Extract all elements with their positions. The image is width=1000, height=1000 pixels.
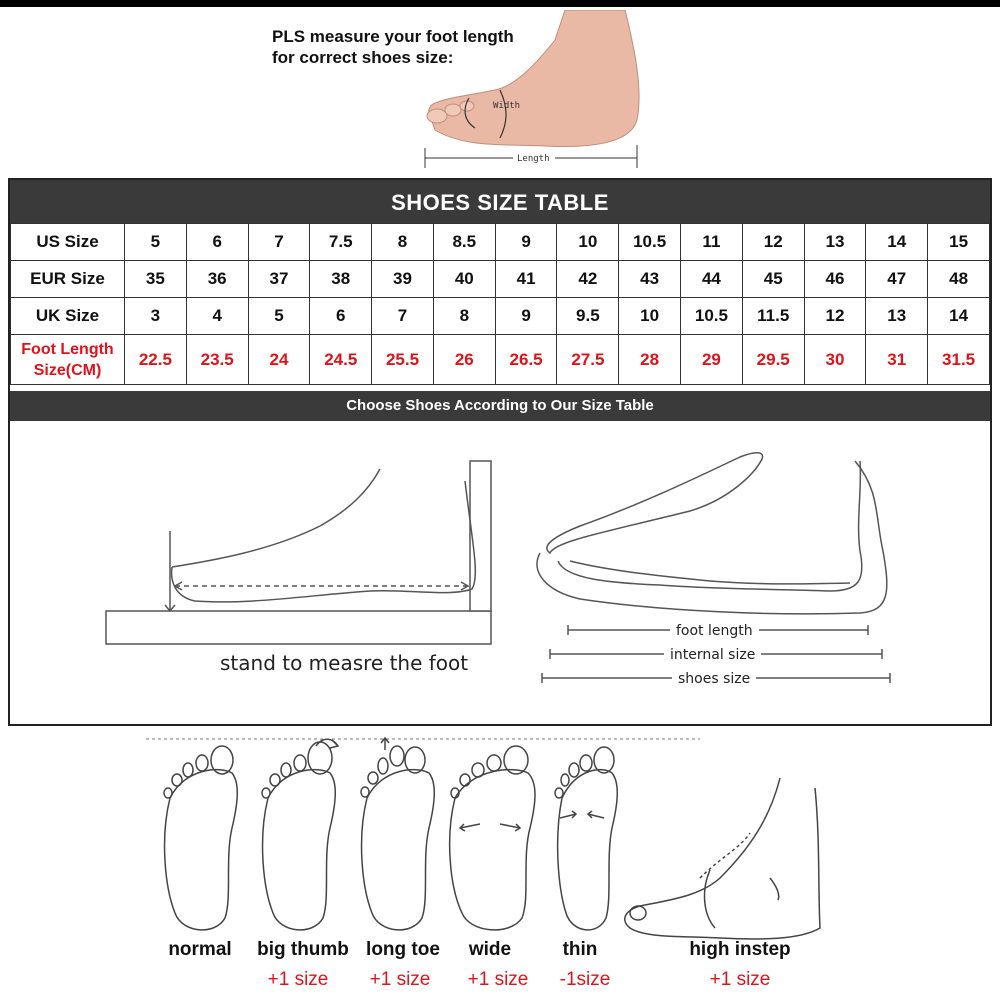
foot-photo-icon [429, 10, 639, 147]
table-cell: 42 [557, 261, 619, 298]
table-cell: 10.5 [619, 224, 681, 261]
us-size-row [11, 224, 990, 261]
table-cell: 28 [619, 335, 681, 385]
foot-length-label: foot length [670, 623, 759, 639]
foot-measure-illustration [405, 10, 650, 175]
width-label: Width [493, 101, 521, 111]
eur-size-header: EUR Size [11, 261, 125, 298]
table-cell: 9 [495, 224, 557, 261]
table-cell: 6 [186, 224, 248, 261]
table-cell: 46 [804, 261, 866, 298]
table-cell: 3 [125, 298, 187, 335]
table-cell: 36 [186, 261, 248, 298]
measurement-diagram [10, 421, 990, 724]
table-cell: 23.5 [186, 335, 248, 385]
stand-to-measure-label: stand to measre the foot [220, 651, 469, 675]
table-cell: 25.5 [372, 335, 434, 385]
normal-foot-icon [164, 746, 237, 930]
size-table-panel [8, 178, 992, 726]
table-cell: 11 [681, 224, 743, 261]
table-cell: 14 [866, 224, 928, 261]
table-cell: 8 [433, 298, 495, 335]
wide-foot-icon [450, 746, 535, 930]
us-size-header: US Size [11, 224, 125, 261]
thin-size: -1size [559, 969, 611, 990]
high-instep-foot-icon [625, 778, 820, 939]
table-cell: 45 [742, 261, 804, 298]
high-instep-size: +1 size [709, 969, 771, 990]
thin-foot-icon [555, 747, 617, 930]
internal-size-label: internal size [664, 647, 761, 663]
size-table-title: SHOES SIZE TABLE [10, 180, 990, 223]
table-cell: 8 [372, 224, 434, 261]
table-cell: 8.5 [433, 224, 495, 261]
table-cell: 44 [681, 261, 743, 298]
table-cell: 10 [557, 224, 619, 261]
choose-shoes-banner: Choose Shoes According to Our Size Table [10, 391, 990, 421]
table-cell: 39 [372, 261, 434, 298]
table-cell: 27.5 [557, 335, 619, 385]
table-cell: 35 [125, 261, 187, 298]
eur-size-row [11, 261, 990, 298]
table-cell: 7.5 [310, 224, 372, 261]
uk-size-row [11, 298, 990, 335]
table-cell: 38 [310, 261, 372, 298]
normal-label: normal [168, 939, 232, 960]
foot-length-header-line2: Size(CM) [33, 361, 102, 379]
table-cell: 12 [804, 298, 866, 335]
table-cell: 5 [248, 298, 310, 335]
table-cell: 9.5 [557, 298, 619, 335]
table-cell: 14 [928, 298, 990, 335]
uk-size-header: UK Size [11, 298, 125, 335]
table-cell: 7 [248, 224, 310, 261]
top-border [0, 0, 1000, 7]
foot-length-header [11, 335, 125, 385]
table-cell: 26.5 [495, 335, 557, 385]
table-cell: 9 [495, 298, 557, 335]
big-thumb-label: big thumb [257, 939, 349, 960]
table-cell: 30 [804, 335, 866, 385]
size-table [10, 223, 990, 385]
table-cell: 15 [928, 224, 990, 261]
shoes-size-label: shoes size [672, 671, 756, 687]
table-cell: 13 [804, 224, 866, 261]
table-cell: 4 [186, 298, 248, 335]
length-label: Length [517, 154, 550, 164]
table-cell: 26 [433, 335, 495, 385]
table-cell: 6 [310, 298, 372, 335]
table-cell: 31 [866, 335, 928, 385]
table-cell: 13 [866, 298, 928, 335]
table-cell: 40 [433, 261, 495, 298]
table-cell: 10.5 [681, 298, 743, 335]
table-cell: 41 [495, 261, 557, 298]
long-toe-foot-icon [361, 738, 434, 930]
table-cell: 47 [866, 261, 928, 298]
table-cell: 10 [619, 298, 681, 335]
measure-line-2: for correct shoes size: [272, 48, 454, 67]
high-instep-label: high instep [689, 939, 791, 960]
wide-label: wide [468, 939, 512, 960]
table-cell: 29 [681, 335, 743, 385]
table-cell: 22.5 [125, 335, 187, 385]
foot-length-header-line1: Foot Length [21, 340, 114, 358]
table-cell: 7 [372, 298, 434, 335]
table-cell: 11.5 [742, 298, 804, 335]
table-cell: 24 [248, 335, 310, 385]
big-thumb-size: +1 size [267, 969, 329, 990]
measure-line-1: PLS measure your foot length [272, 27, 514, 46]
wide-size: +1 size [467, 969, 529, 990]
table-cell: 24.5 [310, 335, 372, 385]
table-cell: 48 [928, 261, 990, 298]
big-thumb-foot-icon [262, 739, 338, 930]
table-cell: 43 [619, 261, 681, 298]
thin-label: thin [562, 939, 598, 960]
long-toe-label: long toe [366, 939, 440, 960]
long-toe-size: +1 size [369, 969, 431, 990]
table-cell: 31.5 [928, 335, 990, 385]
table-cell: 5 [125, 224, 187, 261]
foot-length-row [11, 335, 990, 385]
table-cell: 29.5 [742, 335, 804, 385]
table-cell: 12 [742, 224, 804, 261]
table-cell: 37 [248, 261, 310, 298]
stand-measure-diagram [106, 461, 491, 644]
